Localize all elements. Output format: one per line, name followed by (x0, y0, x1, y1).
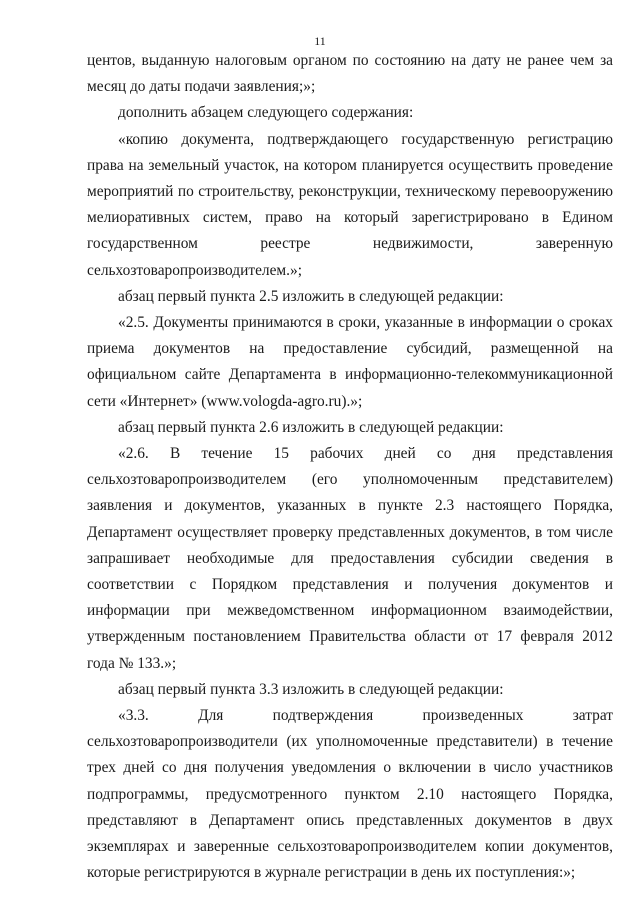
paragraph: абзац первый пункта 2.6 изложить в следующей редакции: (118, 418, 504, 436)
paragraph: дополнить абзацем следующего содержания: (118, 104, 414, 122)
paragraph: «3.3. Для подтверждения произведенных затрат сельхозтоваропроизводители (их уполномоченные представители) в течение трех дней со дня получения уведомления о включении в число участников подпрограммы, предусмотренного пунктом 2.10 настоящего Порядка, представляют в Департамент опись представленных документов в двух экземплярах и заверенные сельхозтоваропроизводителем копии документов, которые регистрируются в журнале регистрации в день их поступления:»; (87, 707, 613, 882)
paragraph: центов, выданную налоговым органом по состоянию на дату не ранее чем за месяц до даты подачи заявления;»; (87, 52, 613, 96)
document-body (87, 48, 613, 887)
page-number: 11 (314, 34, 326, 48)
paragraph: «2.6. В течение 15 рабочих дней со дня представления сельхозтоваропроизводителем (его уполномоченным представителем) заявления и документов, указанных в пункте 2.3 настоящего Порядка, Департамент осуществляет проверку представленных документов, в том числе запрашивает необходимые для предоставления субсидии сведения в соответствии с Порядком представления и получения документов и информации при межведомственном информационном взаимодействии, утвержденным постановлением Правительства области от 17 февраля 2012 года № 133.»; (87, 445, 613, 672)
paragraph: абзац первый пункта 2.5 изложить в следующей редакции: (118, 287, 504, 305)
paragraph: абзац первый пункта 3.3 изложить в следующей редакции: (118, 680, 504, 698)
paragraph: «2.5. Документы принимаются в сроки, указанные в информации о сроках приема документов на предоставление субсидий, размещенной на официальном сайте Департамента в информационно-телекоммуникационной сети «Интернет» (www.vologda-agro.ru).»; (87, 314, 613, 410)
paragraph: «копию документа, подтверждающего государственную регистрацию права на земельный участок, на котором планируется осуществить проведение мероприятий по строительству, реконструкции, техническому перевооружению мелиоративных систем, право на который зарегистрировано в Едином государственном реестре недвижимости, заверенную сельхозтоваропроизводителем.»; (87, 130, 613, 279)
